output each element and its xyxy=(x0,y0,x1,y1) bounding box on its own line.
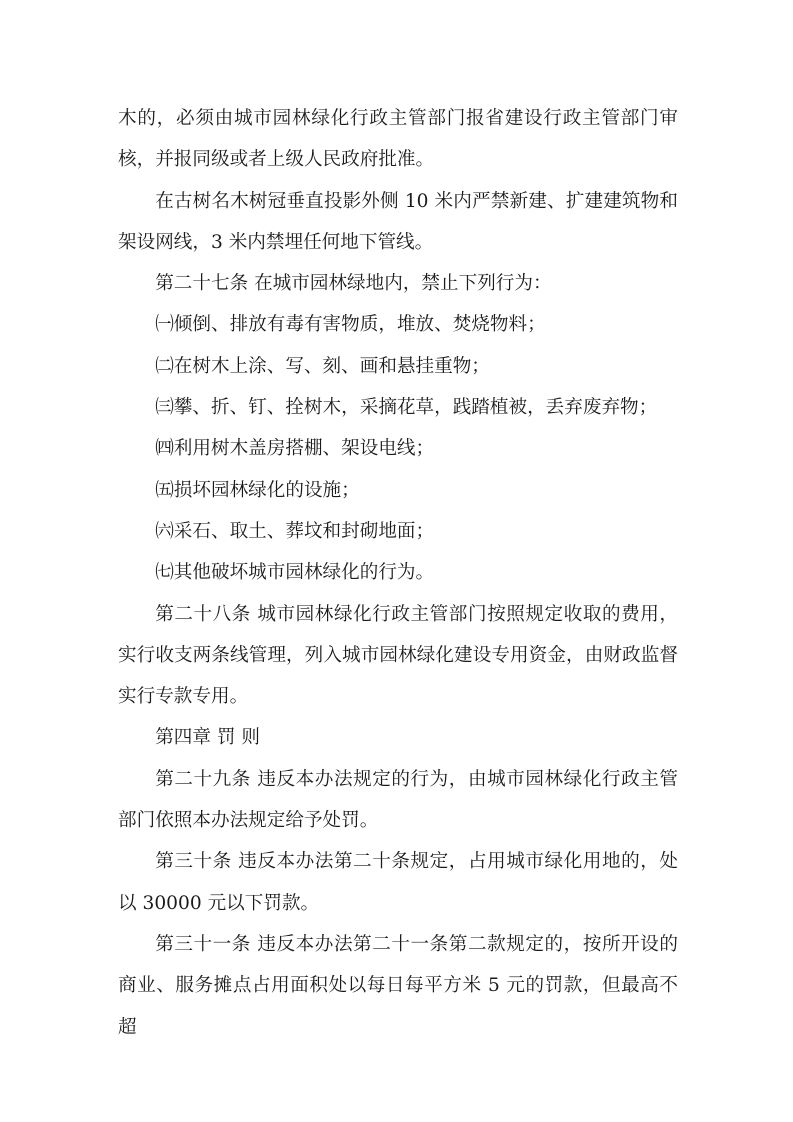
article-27-item-7: ㈦其他破坏城市园林绿化的行为。 xyxy=(155,562,435,584)
paragraph-ancient-trees: 在古树名木树冠垂直投影外侧 10 米内严禁新建、扩建建筑物和架设网线，3 米内禁埋任何地下管线。 xyxy=(118,190,678,253)
paragraph-continuation: 木的，必须由城市园林绿化行政主管部门报省建设行政主管部门审核，并报同级或者上级人民政府批准。 xyxy=(118,108,678,171)
article-27-item-3: ㈢攀、折、钉、拴树木，采摘花草，践踏植被，丢弃废弃物； xyxy=(155,397,658,419)
article-27-item-2: ㈡在树木上涂、写、刻、画和悬挂重物； xyxy=(155,355,490,377)
article-30: 第三十条 违反本办法第二十条规定，占用城市绿化用地的，处以 30000 元以下罚款。 xyxy=(118,851,678,914)
article-29: 第二十九条 违反本办法规定的行为，由城市园林绿化行政主管部门依照本办法规定给予处罚。 xyxy=(118,768,678,832)
article-27-item-5: ㈤损坏园林绿化的设施； xyxy=(155,479,360,501)
article-31: 第三十一条 违反本办法第二十一条第二款规定的，按所开设的商业、服务摊点占用面积处以每日每平方米 5 元的罚款，但最高不超 xyxy=(118,933,678,1038)
article-28: 第二十八条 城市园林绿化行政主管部门按照规定收取的费用，实行收支两条线管理，列入城市园林绿化建设专用资金，由财政监督实行专款专用。 xyxy=(118,603,678,708)
chapter-4-heading: 第四章 罚 则 xyxy=(155,727,260,749)
document-body xyxy=(118,98,678,1048)
article-27-heading: 第二十七条 在城市园林绿地内，禁止下列行为： xyxy=(155,273,552,295)
article-27-item-4: ㈣利用树木盖房搭棚、架设电线； xyxy=(155,438,435,460)
article-27-item-6: ㈥采石、取土、葬坟和封砌地面； xyxy=(155,520,435,542)
article-27-item-1: ㈠倾倒、排放有毒有害物质，堆放、焚烧物料； xyxy=(155,314,546,336)
